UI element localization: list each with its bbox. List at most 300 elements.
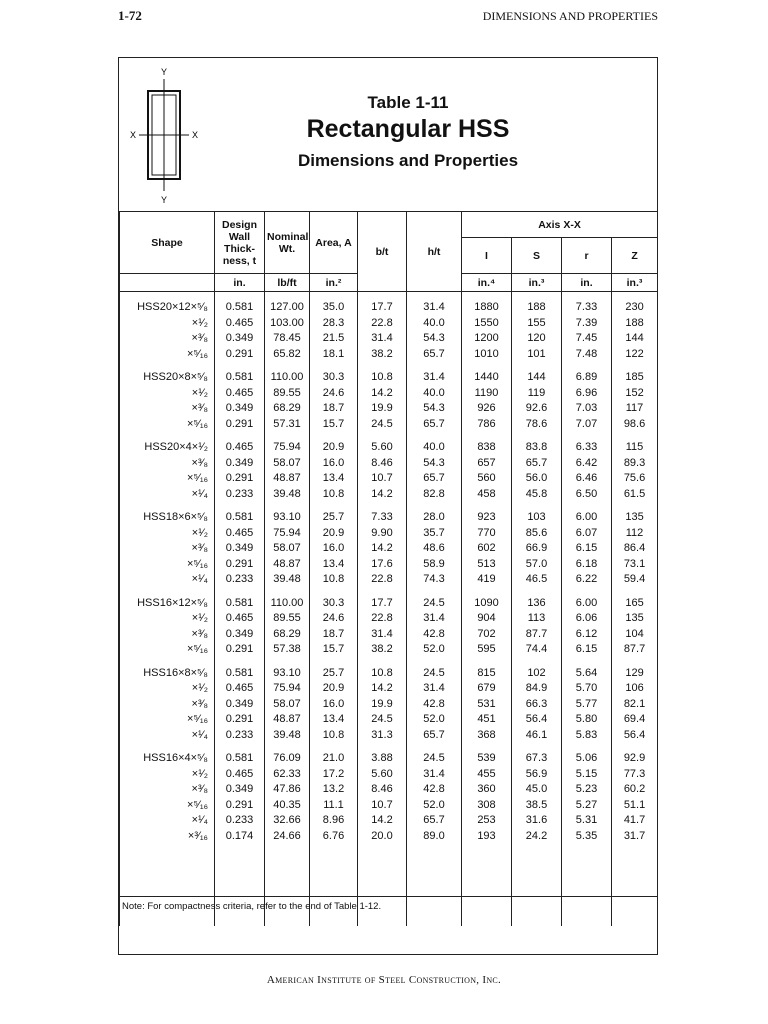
cell-r: 6.15 (562, 642, 612, 658)
cell-r: 5.70 (562, 681, 612, 697)
cell-Z: 112 (612, 526, 658, 542)
cell-weight: 76.09 (265, 751, 310, 767)
empty-cell (612, 292, 658, 301)
cell-I: 679 (462, 681, 512, 697)
cell-weight: 24.66 (265, 829, 310, 845)
cell-shape: HSS16×12×⁵⁄₈ (120, 596, 215, 612)
empty-cell (462, 588, 512, 596)
cell-r: 5.15 (562, 767, 612, 783)
empty-cell (462, 658, 512, 666)
cell-ht: 31.4 (407, 767, 462, 783)
cell-Z: 165 (612, 596, 658, 612)
cell-r: 6.15 (562, 541, 612, 557)
empty-cell (120, 588, 215, 596)
cell-ht: 65.7 (407, 471, 462, 487)
cell-bt: 19.9 (358, 401, 407, 417)
cell-shape: ×⁵⁄₁₆ (120, 712, 215, 728)
group-spacer (120, 588, 658, 596)
cell-area: 13.4 (310, 557, 358, 573)
cell-r: 7.45 (562, 331, 612, 347)
cell-r: 6.89 (562, 370, 612, 386)
cell-shape: ×¹⁄₂ (120, 316, 215, 332)
cell-bt: 8.46 (358, 782, 407, 798)
cell-shape: ×¹⁄₂ (120, 681, 215, 697)
cell-S: 56.0 (512, 471, 562, 487)
empty-cell (310, 292, 358, 301)
cell-thickness: 0.465 (215, 440, 265, 456)
table-subtitle: Dimensions and Properties (297, 151, 519, 170)
cell-thickness: 0.291 (215, 642, 265, 658)
empty-cell (358, 502, 407, 510)
cell-shape: ×⁵⁄₁₆ (120, 557, 215, 573)
cell-r: 5.80 (562, 712, 612, 728)
cell-shape: ×³⁄₈ (120, 627, 215, 643)
table-row (120, 642, 658, 658)
cell-r: 6.33 (562, 440, 612, 456)
cell-I: 1200 (462, 331, 512, 347)
cell-ht: 40.0 (407, 316, 462, 332)
cell-shape: HSS20×8×⁵⁄₈ (120, 370, 215, 386)
cell-shape: ×¹⁄₂ (120, 611, 215, 627)
cell-area: 20.9 (310, 526, 358, 542)
cell-Z: 61.5 (612, 487, 658, 503)
cell-ht: 42.8 (407, 782, 462, 798)
empty-cell (407, 502, 462, 510)
cell-thickness: 0.465 (215, 316, 265, 332)
empty-cell (120, 362, 215, 370)
cell-I: 702 (462, 627, 512, 643)
cell-ht: 28.0 (407, 510, 462, 526)
cell-ht: 54.3 (407, 331, 462, 347)
table-row (120, 331, 658, 347)
cell-shape: ×³⁄₈ (120, 456, 215, 472)
unit-S: in.³ (512, 274, 562, 292)
cell-bt: 14.2 (358, 541, 407, 557)
table-row (120, 767, 658, 783)
cell-shape: HSS18×6×⁵⁄₈ (120, 510, 215, 526)
cell-area: 13.4 (310, 471, 358, 487)
cell-I: 838 (462, 440, 512, 456)
cell-I: 308 (462, 798, 512, 814)
table-row (120, 712, 658, 728)
cell-I: 253 (462, 813, 512, 829)
cell-thickness: 0.349 (215, 456, 265, 472)
cell-weight: 58.07 (265, 456, 310, 472)
cell-S: 67.3 (512, 751, 562, 767)
cell-Z: 89.3 (612, 456, 658, 472)
cell-area: 25.7 (310, 666, 358, 682)
cell-ht: 74.3 (407, 572, 462, 588)
x-axis-label-right: X (192, 130, 199, 140)
cell-bt: 31.4 (358, 627, 407, 643)
cell-S: 45.0 (512, 782, 562, 798)
cell-area: 25.7 (310, 510, 358, 526)
cell-area: 30.3 (310, 596, 358, 612)
cell-Z: 56.4 (612, 728, 658, 744)
cell-thickness: 0.349 (215, 697, 265, 713)
empty-cell (215, 292, 265, 301)
cell-ht: 42.8 (407, 697, 462, 713)
cell-weight: 32.66 (265, 813, 310, 829)
empty-cell (215, 743, 265, 751)
unit-shape (120, 274, 215, 292)
cell-I: 1090 (462, 596, 512, 612)
empty-cell (462, 362, 512, 370)
cell-Z: 41.7 (612, 813, 658, 829)
cell-bt: 22.8 (358, 611, 407, 627)
table-row (120, 510, 658, 526)
cell-I: 923 (462, 510, 512, 526)
table-row (120, 316, 658, 332)
cell-S: 24.2 (512, 829, 562, 845)
empty-cell (512, 502, 562, 510)
cell-thickness: 0.291 (215, 471, 265, 487)
cell-ht: 48.6 (407, 541, 462, 557)
unit-r: in. (562, 274, 612, 292)
cell-shape: HSS20×4×¹⁄₂ (120, 440, 215, 456)
cell-ht: 24.5 (407, 596, 462, 612)
cell-bt: 14.2 (358, 813, 407, 829)
table-row (120, 813, 658, 829)
cell-S: 136 (512, 596, 562, 612)
empty-cell (562, 292, 612, 301)
header-S: S (512, 238, 562, 274)
cell-weight: 62.33 (265, 767, 310, 783)
cell-S: 144 (512, 370, 562, 386)
cell-shape: ×³⁄₈ (120, 782, 215, 798)
cell-Z: 31.7 (612, 829, 658, 845)
cell-Z: 73.1 (612, 557, 658, 573)
header-Z: Z (612, 238, 658, 274)
cell-bt: 7.33 (358, 510, 407, 526)
empty-cell (612, 432, 658, 440)
empty-cell (265, 432, 310, 440)
empty-cell (265, 362, 310, 370)
cell-bt: 22.8 (358, 316, 407, 332)
cell-bt: 17.7 (358, 300, 407, 316)
cell-shape: ×¹⁄₄ (120, 572, 215, 588)
cell-r: 5.35 (562, 829, 612, 845)
cell-r: 6.18 (562, 557, 612, 573)
empty-cell (512, 658, 562, 666)
table-row (120, 829, 658, 845)
page-footer: American Institute of Steel Construction, Inc. (266, 974, 502, 986)
cell-shape: ×⁵⁄₁₆ (120, 347, 215, 363)
table-row (120, 666, 658, 682)
cell-I: 602 (462, 541, 512, 557)
empty-cell (310, 362, 358, 370)
cell-ht: 40.0 (407, 386, 462, 402)
cell-ht: 40.0 (407, 440, 462, 456)
group-spacer (120, 292, 658, 301)
empty-cell (310, 588, 358, 596)
cell-S: 188 (512, 300, 562, 316)
empty-cell (512, 362, 562, 370)
empty-cell (215, 432, 265, 440)
table-row (120, 487, 658, 503)
empty-cell (310, 502, 358, 510)
cell-Z: 69.4 (612, 712, 658, 728)
empty-cell (562, 362, 612, 370)
cell-area: 20.9 (310, 681, 358, 697)
cell-area: 13.2 (310, 782, 358, 798)
cell-ht: 82.8 (407, 487, 462, 503)
title-box (119, 58, 657, 212)
empty-cell (215, 502, 265, 510)
cell-area: 17.2 (310, 767, 358, 783)
table-row (120, 386, 658, 402)
table-row (120, 572, 658, 588)
cell-shape: ×¹⁄₄ (120, 813, 215, 829)
empty-cell (215, 588, 265, 596)
cell-Z: 115 (612, 440, 658, 456)
empty-cell (120, 432, 215, 440)
empty-cell (562, 432, 612, 440)
cell-I: 193 (462, 829, 512, 845)
cell-bt: 38.2 (358, 347, 407, 363)
cell-ht: 65.7 (407, 347, 462, 363)
cell-S: 103 (512, 510, 562, 526)
table-row (120, 557, 658, 573)
empty-cell (358, 588, 407, 596)
cell-r: 6.07 (562, 526, 612, 542)
cell-r: 5.77 (562, 697, 612, 713)
cell-ht: 65.7 (407, 417, 462, 433)
cell-I: 539 (462, 751, 512, 767)
unit-I: in.⁴ (462, 274, 512, 292)
cell-thickness: 0.233 (215, 813, 265, 829)
empty-cell (265, 588, 310, 596)
cell-bt: 3.88 (358, 751, 407, 767)
table-row (120, 401, 658, 417)
cell-weight: 93.10 (265, 666, 310, 682)
cell-S: 65.7 (512, 456, 562, 472)
cell-bt: 14.2 (358, 681, 407, 697)
cell-ht: 58.9 (407, 557, 462, 573)
cell-thickness: 0.291 (215, 417, 265, 433)
cell-r: 6.06 (562, 611, 612, 627)
cell-shape: HSS16×8×⁵⁄₈ (120, 666, 215, 682)
empty-cell (407, 658, 462, 666)
empty-cell (265, 658, 310, 666)
cell-Z: 87.7 (612, 642, 658, 658)
cell-r: 7.07 (562, 417, 612, 433)
cell-shape: ×³⁄₁₆ (120, 829, 215, 845)
cell-bt: 8.46 (358, 456, 407, 472)
cell-area: 15.7 (310, 417, 358, 433)
cell-shape: ×³⁄₈ (120, 697, 215, 713)
cell-area: 13.4 (310, 712, 358, 728)
cell-thickness: 0.581 (215, 370, 265, 386)
empty-cell (215, 362, 265, 370)
cell-r: 6.42 (562, 456, 612, 472)
table-title: Rectangular HSS (306, 115, 510, 143)
cell-Z: 77.3 (612, 767, 658, 783)
cell-area: 16.0 (310, 541, 358, 557)
cell-bt: 38.2 (358, 642, 407, 658)
cell-Z: 152 (612, 386, 658, 402)
cell-S: 46.5 (512, 572, 562, 588)
cell-bt: 19.9 (358, 697, 407, 713)
cell-shape: ×³⁄₈ (120, 331, 215, 347)
header-thickness: Design Wall Thick- ness, t (215, 212, 265, 274)
cell-r: 5.31 (562, 813, 612, 829)
cell-S: 120 (512, 331, 562, 347)
group-spacer (120, 502, 658, 510)
cell-thickness: 0.174 (215, 829, 265, 845)
cell-thickness: 0.349 (215, 331, 265, 347)
header-r: r (562, 238, 612, 274)
cell-Z: 144 (612, 331, 658, 347)
header-ht: h/t (407, 212, 462, 292)
cell-shape: ×¹⁄₂ (120, 526, 215, 542)
cell-area: 8.96 (310, 813, 358, 829)
cell-I: 1880 (462, 300, 512, 316)
cell-r: 6.00 (562, 596, 612, 612)
table-row (120, 300, 658, 316)
cell-Z: 188 (612, 316, 658, 332)
cell-weight: 127.00 (265, 300, 310, 316)
empty-cell (120, 743, 215, 751)
empty-cell (120, 658, 215, 666)
empty-cell (358, 362, 407, 370)
y-axis-label: Y (161, 67, 168, 77)
cell-ht: 52.0 (407, 798, 462, 814)
cell-Z: 106 (612, 681, 658, 697)
cell-thickness: 0.291 (215, 712, 265, 728)
cell-area: 24.6 (310, 386, 358, 402)
table-row (120, 370, 658, 386)
empty-cell (120, 292, 215, 301)
cell-shape: HSS16×4×⁵⁄₈ (120, 751, 215, 767)
cell-I: 451 (462, 712, 512, 728)
cell-weight: 75.94 (265, 681, 310, 697)
cell-S: 119 (512, 386, 562, 402)
empty-cell (407, 362, 462, 370)
table-row (120, 697, 658, 713)
cell-shape: ×⁵⁄₁₆ (120, 471, 215, 487)
cell-bt: 5.60 (358, 440, 407, 456)
cell-S: 56.4 (512, 712, 562, 728)
cell-ht: 35.7 (407, 526, 462, 542)
cell-area: 28.3 (310, 316, 358, 332)
empty-cell (120, 502, 215, 510)
header-shape: Shape (120, 212, 215, 274)
empty-cell (462, 502, 512, 510)
empty-cell (562, 743, 612, 751)
cell-bt: 10.7 (358, 471, 407, 487)
cell-ht: 31.4 (407, 681, 462, 697)
empty-cell (562, 588, 612, 596)
empty-cell (407, 588, 462, 596)
cell-shape: HSS20×12×⁵⁄₈ (120, 300, 215, 316)
cell-thickness: 0.233 (215, 487, 265, 503)
empty-cell (512, 588, 562, 596)
cell-area: 21.0 (310, 751, 358, 767)
cell-S: 57.0 (512, 557, 562, 573)
cell-shape: ×¹⁄₄ (120, 728, 215, 744)
cell-S: 38.5 (512, 798, 562, 814)
empty-cell (512, 743, 562, 751)
cell-shape: ×⁵⁄₁₆ (120, 642, 215, 658)
unit-Z: in.³ (612, 274, 658, 292)
cell-bt: 31.3 (358, 728, 407, 744)
cell-I: 926 (462, 401, 512, 417)
cell-I: 560 (462, 471, 512, 487)
cell-r: 5.64 (562, 666, 612, 682)
cell-bt: 5.60 (358, 767, 407, 783)
cell-S: 83.8 (512, 440, 562, 456)
cell-weight: 39.48 (265, 572, 310, 588)
group-spacer (120, 432, 658, 440)
cell-thickness: 0.581 (215, 510, 265, 526)
cell-area: 18.7 (310, 627, 358, 643)
cell-area: 10.8 (310, 728, 358, 744)
cell-weight: 75.94 (265, 440, 310, 456)
cell-S: 66.9 (512, 541, 562, 557)
cell-I: 531 (462, 697, 512, 713)
empty-cell (612, 658, 658, 666)
cell-shape: ×⁵⁄₁₆ (120, 417, 215, 433)
cell-I: 513 (462, 557, 512, 573)
cell-S: 66.3 (512, 697, 562, 713)
cell-ht: 24.5 (407, 751, 462, 767)
cell-bt: 14.2 (358, 386, 407, 402)
cell-bt: 24.5 (358, 712, 407, 728)
cell-weight: 68.29 (265, 627, 310, 643)
empty-cell (612, 588, 658, 596)
empty-cell (358, 658, 407, 666)
cell-bt: 9.90 (358, 526, 407, 542)
empty-cell (358, 292, 407, 301)
cell-I: 657 (462, 456, 512, 472)
cell-S: 85.6 (512, 526, 562, 542)
cell-I: 458 (462, 487, 512, 503)
cell-thickness: 0.465 (215, 681, 265, 697)
cell-Z: 122 (612, 347, 658, 363)
table-row (120, 681, 658, 697)
cell-weight: 68.29 (265, 401, 310, 417)
empty-cell (512, 432, 562, 440)
cell-Z: 185 (612, 370, 658, 386)
cell-Z: 135 (612, 611, 658, 627)
cell-Z: 104 (612, 627, 658, 643)
cell-area: 10.8 (310, 487, 358, 503)
header-I: I (462, 238, 512, 274)
cell-r: 6.46 (562, 471, 612, 487)
group-spacer (120, 743, 658, 751)
cell-area: 10.8 (310, 572, 358, 588)
cell-ht: 31.4 (407, 370, 462, 386)
cell-thickness: 0.465 (215, 386, 265, 402)
cell-r: 7.48 (562, 347, 612, 363)
empty-cell (462, 432, 512, 440)
cell-thickness: 0.581 (215, 596, 265, 612)
cell-I: 770 (462, 526, 512, 542)
cell-thickness: 0.581 (215, 666, 265, 682)
table-row (120, 728, 658, 744)
cell-r: 5.23 (562, 782, 612, 798)
empty-cell (512, 292, 562, 301)
cell-r: 6.96 (562, 386, 612, 402)
cell-Z: 98.6 (612, 417, 658, 433)
cell-area: 18.7 (310, 401, 358, 417)
cell-weight: 57.31 (265, 417, 310, 433)
empty-cell (462, 743, 512, 751)
cell-ht: 65.7 (407, 728, 462, 744)
cell-r: 5.06 (562, 751, 612, 767)
cell-thickness: 0.581 (215, 751, 265, 767)
